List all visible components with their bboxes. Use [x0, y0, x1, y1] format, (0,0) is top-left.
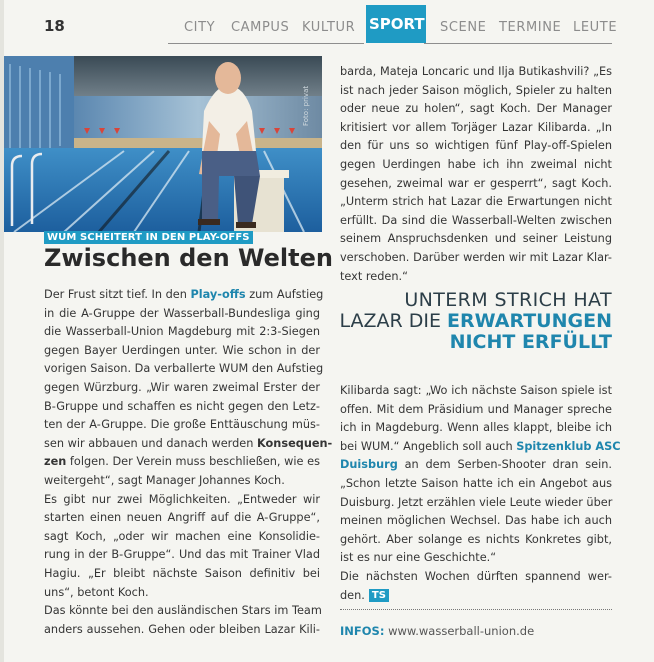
body-text: vorigen Saison. Da verballerte WUM den Aufstieg: [44, 362, 324, 376]
text-line: [44, 621, 320, 640]
nav-item-leute[interactable]: LEUTE: [573, 20, 618, 35]
text-line: [340, 494, 612, 513]
text-line: [44, 546, 320, 565]
article-last-line: [340, 587, 612, 606]
body-text: ich in Magdeburg. Wenn alles klappt, bleibe ich: [340, 421, 612, 435]
text-line: [340, 382, 612, 401]
text-line: [340, 438, 621, 457]
bold-text: Konsequen-: [256, 436, 333, 450]
page-number: 18: [44, 17, 65, 35]
text-line: [44, 286, 324, 305]
text-line: [44, 342, 320, 361]
separator-dotted: [340, 609, 612, 610]
body-text: starten einen neuen Angriff auf die A-Gruppe“,: [44, 511, 320, 525]
pool-photo-illustration: [4, 56, 322, 232]
pull-quote-line-2: [338, 311, 612, 332]
body-text: Der Frust sitzt tief. In den: [44, 288, 191, 301]
body-text: gesehen, zweimal war er gesperrt“, sagt Koch.: [340, 176, 612, 190]
text-line: [44, 305, 320, 324]
body-text: zum Aufstieg: [245, 288, 324, 301]
text-line: [44, 584, 320, 603]
body-text: den für uns so wichtigen fünf Play-off-Spielen: [340, 139, 612, 153]
body-text: barda, Mateja Loncaric und Ilja Butikashvili? „Es: [340, 65, 612, 78]
body-text: gehört. Aber solange es nichts Konkretes gibt,: [340, 532, 612, 546]
text-line: [340, 230, 612, 249]
body-text: gegen Würzburg. „Wir waren zweimal Erster der: [44, 380, 320, 394]
nav-item-city[interactable]: CITY: [184, 20, 216, 35]
text-line: [340, 549, 612, 568]
nav-item-termine[interactable]: TERMINE: [499, 20, 562, 35]
body-text: seinem Anspruchsdenken und seiner Leistung: [340, 232, 612, 246]
text-column-right-bottom: [340, 382, 621, 587]
body-text: gegen Bayer Uerdingen unter. Wie schon in der: [44, 343, 320, 357]
infos-line: [340, 624, 534, 638]
text-line: [340, 82, 612, 101]
pull-quote-line-1: UNTERM STRICH HAT: [404, 289, 612, 311]
text-line: [44, 398, 320, 417]
body-text: Kilibarda sagt: „Wo ich nächste Saison spiele ist: [340, 384, 612, 397]
text-line: [44, 360, 324, 379]
body-text: an dem Serben-Shooter dran sein.: [397, 458, 612, 472]
photo-credit: Foto: privat: [302, 85, 310, 126]
infos-label: INFOS:: [340, 624, 385, 638]
text-line: [44, 323, 320, 342]
text-line: [340, 212, 612, 231]
text-line: [44, 602, 320, 621]
text-line: [340, 63, 612, 82]
body-text: sagt Koch, „oder wir machen eine Konsolidie-: [44, 529, 320, 543]
pull-quote: [338, 290, 612, 353]
text-line: [340, 401, 612, 420]
body-text: weitergeht“, sagt Manager Johannes Koch.: [44, 473, 285, 487]
body-text: Die nächsten Wochen dürften spannend wer-: [340, 569, 612, 583]
body-text: verschoben. Darüber werden wir mit Lazar Klar-: [340, 250, 612, 264]
bold-text: zen: [44, 455, 67, 469]
infos-link[interactable]: www.wasserball-union.de: [388, 624, 535, 638]
highlight-text: Spitzenklub ASC: [516, 439, 621, 453]
text-line: [340, 137, 612, 156]
nav-rule-left: [168, 43, 364, 44]
highlight-text: Play-offs: [190, 288, 246, 301]
text-line: [44, 509, 320, 528]
body-text: Es gibt nur zwei Möglichkeiten. „Entweder wir: [44, 492, 320, 506]
text-line: [44, 435, 333, 454]
body-text: oder neue zu holen“, sagt Koch. Der Manager: [340, 102, 612, 116]
body-text: „Unterm strich hat Lazar die Erwartungen nicht: [340, 195, 612, 209]
nav-item-campus[interactable]: CAMPUS: [231, 20, 290, 35]
text-line: [340, 419, 612, 438]
text-line: [44, 453, 320, 472]
body-text: Duisburg. Jetzt erzählen viele Leute wieder über: [340, 495, 613, 509]
text-line: [340, 475, 612, 494]
nav-item-sport[interactable]: SPORT: [366, 5, 426, 43]
body-text: ist es nur eine Geschichte.“: [340, 551, 497, 565]
body-text: B-Gruppe und schaffen es nicht gegen den Letz-: [44, 399, 320, 413]
text-line: [340, 512, 612, 531]
body-text: „Schon letzte Saison hatte ich ein Angebot aus: [340, 476, 612, 490]
text-column-right-top: [340, 63, 612, 286]
text-line: [340, 249, 612, 268]
body-text: erfüllt. Da sind die Wasserball-Welten zwischen: [340, 213, 612, 227]
text-line: [340, 568, 612, 587]
text-line: [340, 268, 612, 287]
section-nav: [0, 0, 654, 48]
body-text: text reden.“: [340, 269, 408, 283]
body-text: offen. Mit dem Präsidium und Manager spreche: [340, 402, 612, 416]
text-line: [44, 565, 320, 584]
highlight-text: Duisburg: [340, 458, 398, 472]
text-line: [340, 100, 612, 119]
pull-quote-line-3: NICHT ERFÜLLT: [449, 331, 612, 353]
body-text: folgen. Der Verein muss beschließen, wie es: [66, 455, 320, 469]
body-text: Das könnte bei den ausländischen Stars im Team: [44, 604, 322, 618]
text-line: [44, 416, 320, 435]
pull-quote-line-2-b: ERWARTUNGEN: [447, 310, 612, 332]
body-text: die Wasserball-Union Magdeburg mit 2:3-Siegen: [44, 325, 320, 339]
body-text: ten der A-Gruppe. Die große Enttäuschung müs-: [44, 418, 320, 432]
body-text: Hagiu. „Er bleibt nächste Saison definitiv bei: [44, 566, 320, 580]
nav-rule-right: [424, 43, 612, 44]
text-line: [340, 175, 612, 194]
body-text: bei WUM.“ Angeblich soll auch: [340, 439, 517, 453]
text-line: [44, 379, 320, 398]
last-line-text: den.: [340, 589, 365, 602]
text-line: [44, 491, 320, 510]
nav-item-kultur[interactable]: KULTUR: [302, 20, 356, 35]
article-photo: [4, 56, 322, 232]
body-text: in die A-Gruppe der Wasserball-Bundesliga ging: [44, 306, 320, 320]
article-kicker: WUM SCHEITERT IN DEN PLAY-OFFS: [44, 231, 253, 244]
body-text: anders aussehen. Gehen oder bleiben Lazar Kili-: [44, 622, 320, 636]
author-badge: TS: [369, 589, 389, 602]
pull-quote-line-2-a: LAZAR DIE: [339, 310, 448, 332]
body-text: rung in der B-Gruppe“. Und das mit Trainer Vlad: [44, 548, 320, 562]
text-line: [340, 193, 612, 212]
body-text: ist nach jeder Saison möglich, Spieler zu halten: [340, 83, 612, 97]
text-column-left: [44, 286, 333, 639]
body-text: uns“, betont Koch.: [44, 585, 149, 599]
body-text: gegen Uerdingen habe ich ihn zweimal nicht: [340, 157, 612, 171]
nav-item-scene[interactable]: SCENE: [440, 20, 487, 35]
body-text: kritisiert vor allem Torjäger Lazar Kilibarda. „In: [340, 120, 612, 134]
article-headline: Zwischen den Welten: [44, 244, 333, 272]
body-text: meinen möglichen Wechsel. Das habe ich auch: [340, 514, 612, 528]
text-line: [340, 456, 612, 475]
text-line: [340, 156, 612, 175]
text-line: [44, 528, 320, 547]
text-line: [44, 472, 320, 491]
text-line: [340, 531, 612, 550]
body-text: sen wir abbauen und danach werden: [44, 436, 257, 450]
text-line: [340, 119, 612, 138]
